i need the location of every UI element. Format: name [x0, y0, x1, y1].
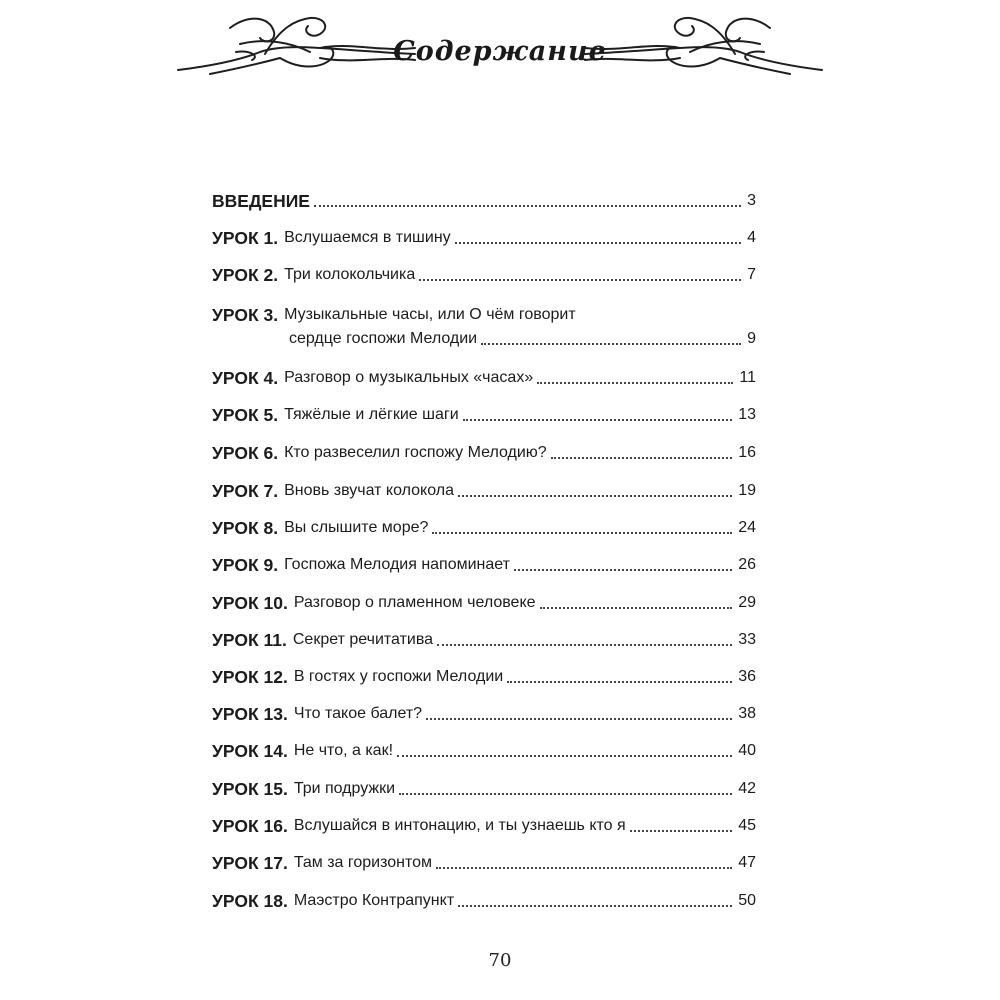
toc-entry-page: 16: [738, 444, 756, 461]
dot-leader: [455, 242, 741, 244]
toc-entry-16[interactable]: [212, 810, 756, 836]
toc-entry-5[interactable]: [212, 399, 756, 425]
toc-entry-label: УРОК 17.: [212, 853, 288, 873]
toc-entry-label: ВВЕДЕНИЕ: [212, 191, 310, 211]
toc-entry-13[interactable]: [212, 698, 756, 724]
toc-entry-label: УРОК 1.: [212, 228, 279, 248]
dot-leader: [399, 793, 732, 795]
dot-leader: [314, 205, 741, 207]
toc-entry-page: 36: [738, 668, 756, 685]
toc-entry-label: УРОК 4.: [212, 368, 279, 388]
toc-entry-3-line1[interactable]: [212, 299, 756, 325]
toc-entry-title: Разговор о пламенном человеке: [293, 594, 536, 611]
toc-entry-page: 33: [738, 631, 756, 648]
toc-entry-page: 38: [738, 705, 756, 722]
toc-entry-label: УРОК 2.: [212, 265, 279, 285]
toc-entry-label: УРОК 5.: [212, 405, 279, 425]
dot-leader: [481, 343, 741, 345]
toc-entry-title: Не что, а как!: [293, 742, 394, 759]
toc-entry-label: УРОК 8.: [212, 518, 279, 538]
toc-entry-page: 40: [738, 742, 756, 759]
toc-entry-title: сердце госпожи Мелодии: [289, 330, 478, 347]
toc-entry-label: УРОК 14.: [212, 741, 288, 761]
dot-leader: [426, 718, 732, 720]
toc-entry-page: 24: [738, 519, 756, 536]
toc-entry-page: 29: [738, 594, 756, 611]
toc-entry-4[interactable]: [212, 362, 756, 388]
toc-entry-7[interactable]: [212, 475, 756, 501]
toc-entry-title-line1: Музыкальные часы, или О чём говорит: [284, 306, 576, 323]
toc-entry-page: 13: [738, 406, 756, 423]
toc-entry-page: 50: [738, 892, 756, 909]
toc-entry-18[interactable]: [212, 885, 756, 911]
toc-entry-title: Вслушаемся в тишину: [284, 229, 451, 246]
toc-entry-15[interactable]: [212, 773, 756, 799]
dot-leader: [458, 905, 732, 907]
dot-leader: [432, 532, 732, 534]
toc-entry-page: 19: [738, 482, 756, 499]
toc-entry-page: 42: [738, 780, 756, 797]
page-title: Содержание: [393, 36, 607, 67]
toc-entry-label: УРОК 10.: [212, 593, 288, 613]
toc-entry-title: Вновь звучат колокола: [284, 482, 455, 499]
toc-entry-label: УРОК 7.: [212, 481, 279, 501]
toc-entry-title: Секрет речитатива: [292, 631, 434, 648]
toc-entry-title: Кто развеселил госпожу Мелодию?: [284, 444, 547, 461]
toc-entry-page: 3: [747, 192, 756, 209]
toc-entry-3-line2[interactable]: [212, 323, 756, 349]
toc-entry-title: Три подружки: [293, 780, 396, 797]
toc-entry-label: УРОК 12.: [212, 667, 288, 687]
toc-entry-title: Разговор о музыкальных «часах»: [284, 369, 534, 386]
toc-entry-17[interactable]: [212, 847, 756, 873]
toc-entry-title: Тяжёлые и лёгкие шаги: [284, 406, 459, 423]
toc-entry-label: УРОК 6.: [212, 443, 279, 463]
toc-entry-8[interactable]: [212, 512, 756, 538]
dot-leader: [463, 419, 733, 421]
dot-leader: [551, 457, 733, 459]
toc-entry-title: Госпожа Мелодия напоминает: [284, 556, 510, 573]
toc-entry-label: УРОК 11.: [212, 630, 287, 650]
toc-entry-label: УРОК 3.: [212, 305, 279, 325]
dot-leader: [540, 607, 733, 609]
toc-entry-9[interactable]: [212, 549, 756, 575]
dot-leader: [630, 830, 733, 832]
dot-leader: [436, 867, 732, 869]
toc-entry-12[interactable]: [212, 661, 756, 687]
dot-leader: [419, 279, 741, 281]
toc-entry-page: 9: [747, 330, 756, 347]
dot-leader: [507, 681, 732, 683]
toc-entry-title: Вы слышите море?: [284, 519, 429, 536]
toc-entry-title: Там за горизонтом: [293, 854, 433, 871]
toc-entry-label: УРОК 13.: [212, 704, 288, 724]
toc-entry-page: 26: [738, 556, 756, 573]
toc-entry-title: В гостях у госпожи Мелодии: [293, 668, 504, 685]
toc-entry-title: Маэстро Контрапункт: [293, 892, 455, 909]
dot-leader: [437, 644, 732, 646]
toc-entry-page: 7: [747, 266, 756, 283]
toc-entry-page: 47: [738, 854, 756, 871]
toc-entry-title: Три колокольчика: [284, 266, 416, 283]
toc-entry-label: УРОК 18.: [212, 891, 288, 911]
page-header: [170, 8, 830, 88]
toc-entry-title: Что такое балет?: [293, 705, 423, 722]
toc-entry-6[interactable]: [212, 437, 756, 463]
toc-entry-intro[interactable]: [212, 185, 756, 211]
toc-entry-page: 4: [747, 229, 756, 246]
dot-leader: [458, 495, 732, 497]
toc-entry-10[interactable]: [212, 587, 756, 613]
toc-entry-1[interactable]: [212, 222, 756, 248]
toc-entry-label: УРОК 9.: [212, 555, 279, 575]
dot-leader: [537, 382, 733, 384]
page-number: 70: [488, 950, 512, 971]
dot-leader: [514, 569, 732, 571]
toc-entry-page: 45: [738, 817, 756, 834]
toc-entry-14[interactable]: [212, 735, 756, 761]
toc-entry-2[interactable]: [212, 259, 756, 285]
toc-entry-title: Вслушайся в интонацию, и ты узнаешь кто я: [293, 817, 626, 834]
toc-entry-label: УРОК 15.: [212, 779, 288, 799]
toc-entry-label: УРОК 16.: [212, 816, 288, 836]
toc-entry-page: 11: [739, 369, 756, 386]
toc-entry-11[interactable]: [212, 624, 756, 650]
dot-leader: [397, 755, 732, 757]
